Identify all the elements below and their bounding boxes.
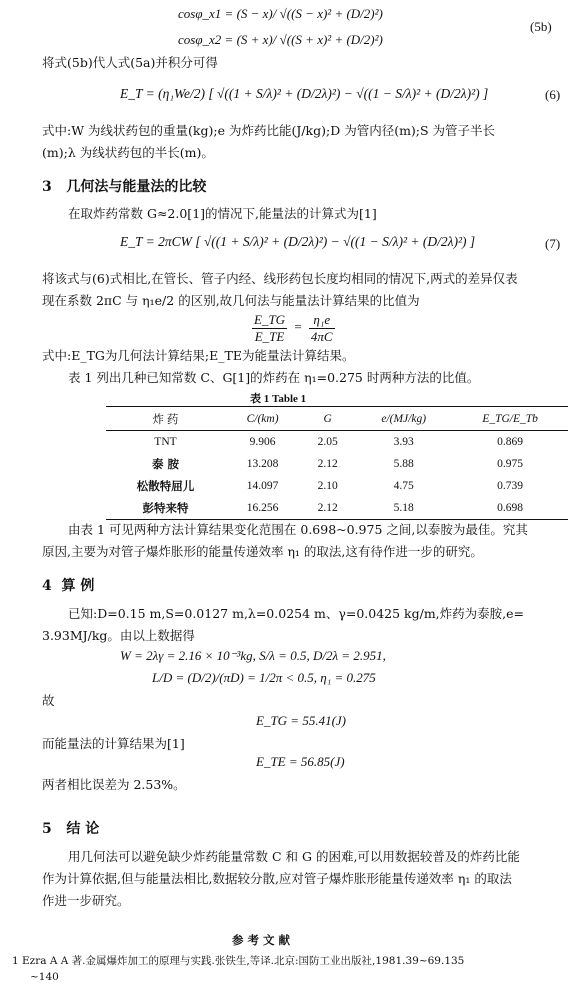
paragraph-table-result: 由表 1 可见两种方法计算结果变化范围在 0.698~0.975 之间,以泰胺为最佳。究其 — [68, 522, 528, 537]
section-title: 几何法与能量法的比较 — [66, 179, 207, 195]
reference-item-cont: ~140 — [30, 971, 59, 983]
section-heading-4 — [42, 575, 94, 595]
references-title: 参 考 文 献 — [232, 933, 291, 947]
equation-example-1: W = 2λγ = 2.16 × 10⁻³kg, S/λ = 0.5, D/2λ = 2.951, — [120, 648, 386, 663]
table-header: C/(km) — [225, 407, 300, 431]
data-table — [106, 406, 568, 520]
table-header: E_TG/E_Tb — [452, 407, 568, 431]
table-header: G — [300, 407, 355, 431]
equation-6: E_T = (η₁We/2) [ √((1 + S/λ)² + (D/2λ)²) − √((1 − S/λ)² + (D/2λ)²) ] — [120, 86, 489, 101]
paragraph-energy-result: 而能量法的计算结果为[1] — [42, 736, 185, 751]
equation-number-6: (6) — [545, 87, 561, 102]
section-title: 算 例 — [61, 578, 95, 594]
equation-7: E_T = 2πCW [ √((1 + S/λ)² + (D/2λ)²) − √((1 − S/λ)² + (D/2λ)²) ] — [120, 234, 476, 249]
section-title: 结 论 — [66, 821, 100, 837]
equation-number-7: (7) — [545, 236, 561, 251]
table-row: 松散特屈儿 14.097 2.10 4.75 0.739 — [136, 479, 524, 493]
equation-example-2: L/D = (D/2)/(πD) = 1/2π < 0.5, η₁ = 0.275 — [152, 670, 376, 685]
equation-5b-line2: cosφ_x2 = (S + x)/ √((S + x)² + (D/2)²) — [178, 32, 383, 47]
reference-item: 1 Ezra A A 著.金属爆炸加工的原理与实践.张铁生,等译.北京:国防工业出版社,1981.39~69.135 — [12, 955, 465, 967]
equation-number-5b: (5b) — [530, 19, 552, 34]
section-heading-5 — [42, 818, 99, 838]
equation-etg: E_TG = 55.41(J) — [256, 713, 347, 728]
paragraph-energy-method: 在取炸药常数 G≈2.0[1]的情况下,能量法的计算式为[1] — [68, 206, 377, 221]
paragraph-example-given-cont: 3.93MJ/kg。由以上数据得 — [42, 628, 195, 643]
equation-5b-line1: cosφ_x1 = (S − x)/ √((S − x)² + (D/2)²) — [178, 6, 383, 21]
paragraph-comparison-cont: 现在系数 2πC 与 η₁e/2 的区别,故几何法与能量法计算结果的比值为 — [42, 293, 420, 308]
ratio-rhs: $\frac{\text{η₁e}}{4\pi C}$ — [310, 312, 333, 344]
section-number: 4 — [42, 578, 52, 594]
equation-ete: E_TE = 56.85(J) — [256, 754, 345, 769]
table-header: e/(MJ/kg) — [355, 407, 452, 431]
paragraph-where-2: 式中:E_TG为几何法计算结果;E_TE为能量法计算结果。 — [42, 348, 355, 363]
paragraph-substitution: 将式(5b)代人式(5a)并积分可得 — [42, 55, 218, 70]
paragraph-therefore: 故 — [42, 693, 55, 708]
paragraph-comparison: 将该式与(6)式相比,在管长、管子内经、线形药包长度均相同的情况下,两式的差异仅表 — [42, 271, 518, 286]
section-number: 3 — [42, 179, 52, 195]
table-header: 炸 药 — [106, 407, 225, 431]
table-row: 彭特来特 16.256 2.12 5.18 0.698 — [106, 497, 568, 520]
paragraph-table-result-cont: 原因,主要为对管子爆炸胀形的能量传递效率 η₁ 的取法,这有待作进一步的研究。 — [42, 544, 483, 559]
ratio-equation: $\frac{E\_TG}{E\_TE}$ = $\frac{\text{η₁e}}{4\pi C}$ — [254, 312, 333, 344]
section-number: 5 — [42, 821, 52, 837]
paragraph-conclusion-cont: 作为计算依据,但与能量法相比,数据较分散,应对管子爆炸胀形能量传递效率 η₁ 的取法 — [42, 871, 512, 886]
section-heading-3 — [42, 176, 206, 196]
table-row: 泰 胺 13.208 2.12 5.88 0.975 — [151, 457, 524, 471]
paragraph-where-1: 式中:W 为线状药包的重量(kg);e 为炸药比能(J/kg);D 为管内径(m);S 为管子半长 — [42, 123, 496, 138]
table-caption: 表 1 Table 1 — [250, 393, 307, 405]
paragraph-table-intro: 表 1 列出几种已知常数 C、G[1]的炸药在 η₁=0.275 时两种方法的比值。 — [68, 370, 480, 385]
ratio-lhs: $\frac{E\_TG}{E\_TE}$ — [254, 312, 286, 344]
paragraph-error: 两者相比误差为 2.53%。 — [42, 777, 186, 792]
paragraph-conclusion-cont2: 作进一步研究。 — [42, 893, 130, 908]
paragraph-where-1-cont: (m);λ 为线状药包的半长(m)。 — [42, 145, 214, 160]
paragraph-example-given: 已知:D=0.15 m,S=0.0127 m,λ=0.0254 m、γ=0.0425 kg/m,炸药为泰胺,e= — [68, 606, 524, 621]
paragraph-conclusion: 用几何法可以避免缺少炸药能量常数 C 和 G 的困难,可以用数据较普及的炸药比能 — [68, 849, 520, 864]
table-row: TNT 9.906 2.05 3.93 0.869 — [154, 436, 524, 448]
